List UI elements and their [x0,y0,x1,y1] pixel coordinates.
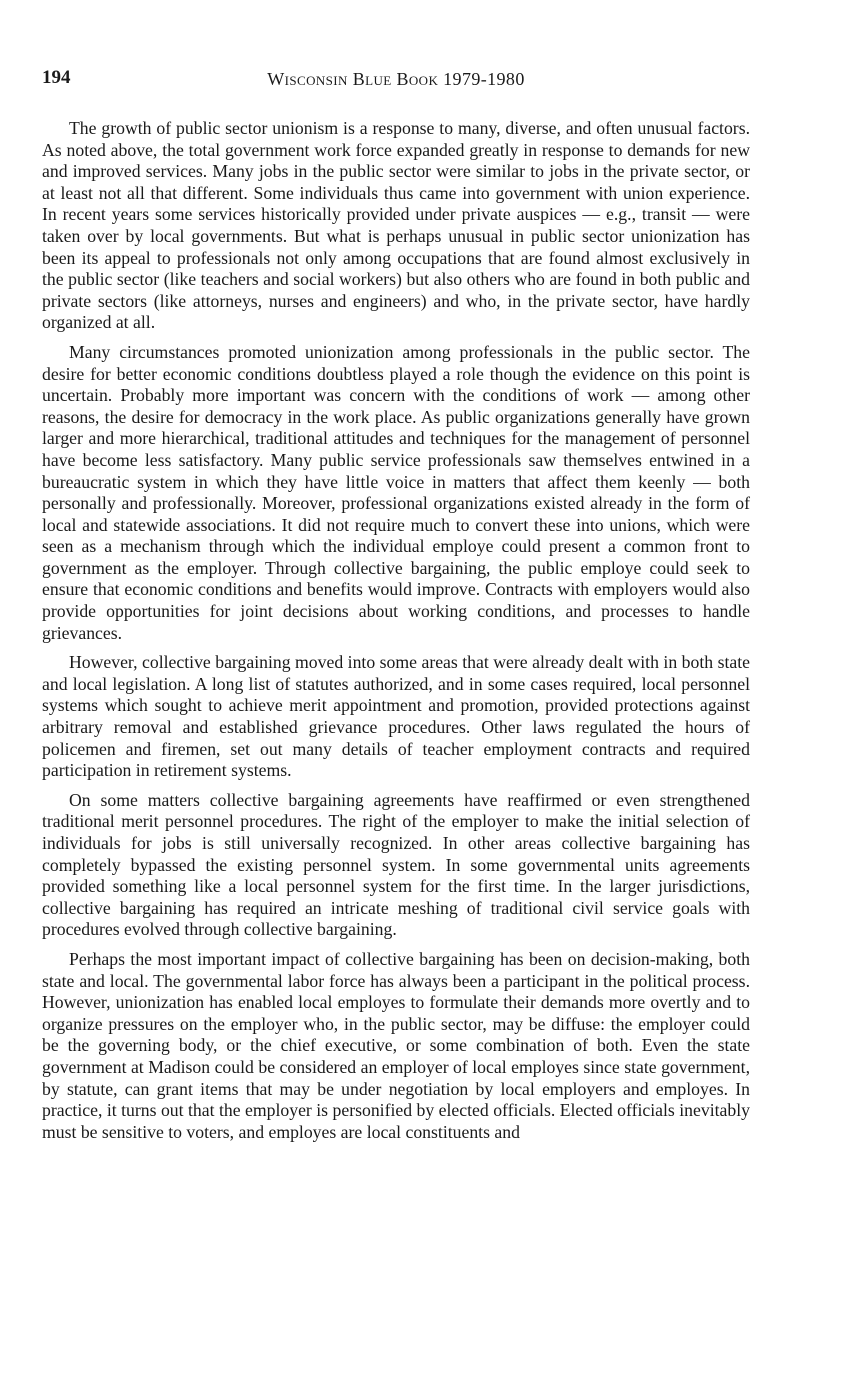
running-title: Wisconsin Blue Book 1979-1980 [267,69,525,89]
paragraph-5: Perhaps the most important impact of collective bargaining has been on decision-making, both state and local. The governmental labor force has always been a participant in the political process. However, unionization has enabled local employes to formulate their demands more overtly and to organize pressures on the employer who, in the public sector, may be diffuse: the employer could be the governing body, or the chief executive, or some combination of both. Even the state government at Madison could be considered an employer of local employes since state government, by statute, can grant items that may be under negotiation by local employers and employes. In practice, it turns out that the employer is personified by elected officials. Elected officials inevitably must be sensitive to voters, and employes are local constituents and [42,948,750,1142]
paragraph-4: On some matters collective bargaining agreements have reaffirmed or even strengthened traditional merit personnel procedures. The right of the employer to make the initial selection of individuals for jobs is still universally recognized. In other areas collective bargaining has completely bypassed the existing personnel system. In some governmental units agreements provided something like a local personnel system for the first time. In the larger jurisdictions, collective bargaining has required an intricate meshing of traditional civil service goals with procedures evolved through collective bargaining. [42,789,750,940]
paragraph-1: The growth of public sector unionism is a response to many, diverse, and often unusual factors. As noted above, the total government work force expanded greatly in response to demands for new and improved services. Many jobs in the public sector were similar to jobs in the private sector, or at least not all that different. Some individuals thus came into government with union experience. In recent years some services historically provided under private auspices — e.g., transit — were taken over by local governments. But what is perhaps unusual in public sector unionization has been its appeal to professionals not only among occupations that are found almost exclusively in the public sector (like teachers and social workers) but also others who are found in both public and private sectors (like attorneys, nurses and engineers) and who, in the private sector, have hardly organized at all. [42,118,750,333]
paragraph-2: Many circumstances promoted unionization among professionals in the public sector. The desire for better economic conditions doubtless played a role though the evidence on this point is uncertain. Probably more important was concern with the conditions of work — among other reasons, the desire for democracy in the work place. As public organizations generally have grown larger and more hierarchical, traditional attitudes and techniques for the management of personnel have become less satisfactory. Many public service professionals saw themselves entwined in a bureaucratic system in which they have little voice in matters that affect them keenly — both personally and professionally. Moreover, professional organizations existed already in the form of local and statewide associations. It did not require much to convert these into unions, which were seen as a mechanism through which the individual employe could present a common front to government as the employer. Through collective bargaining, the public employe could seek to ensure that economic conditions and benefits would improve. Contracts with employers would also provide opportunities for joint decisions about working conditions, and processes to handle grievances. [42,341,750,643]
page-number: 194 [42,67,71,88]
body-text [42,118,750,1151]
page-header [42,66,750,94]
paragraph-3: However, collective bargaining moved into some areas that were already dealt with in both state and local legislation. A long list of statutes authorized, and in some cases required, local personnel systems which sought to achieve merit appointment and promotion, provided protections against arbitrary removal and established grievance procedures. Other laws regulated the hours of policemen and firemen, set out many details of teacher employment contracts and required participation in retirement systems. [42,652,750,781]
